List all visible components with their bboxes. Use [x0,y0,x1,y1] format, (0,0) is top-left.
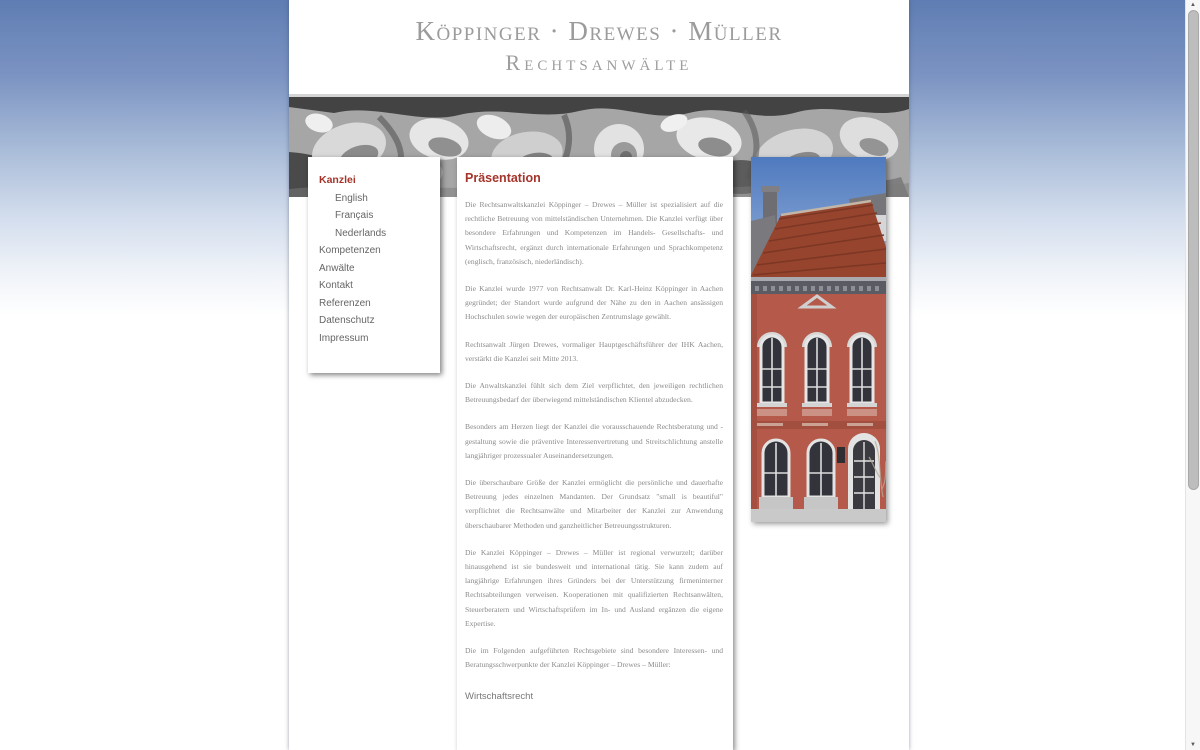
sidebar-item-english[interactable]: English [335,192,368,204]
scrollbar-down-icon[interactable]: ▼ [1190,742,1196,748]
page-title: Präsentation [465,171,541,185]
paragraph-goal: Die Anwaltskanzlei fühlt sich dem Ziel verpflichtet, den jeweiligen rechtlichen Betreuungsbedarf der überwiegend mittelständischen Klientel abzudecken. [465,381,723,405]
sidebar-item-referenzen[interactable]: Referenzen [319,297,371,309]
paragraph-drewes: Rechtsanwalt Jürgen Drewes, vormaliger Hauptgeschäftsführer der IHK Aachen, verstärkt die Kanzlei seit Mitte 2013. [465,339,723,363]
sidebar-nav [308,157,440,373]
paragraph-history: Die Kanzlei wurde 1977 von Rechtsanwalt Dr. Karl-Heinz Köppinger in Aachen gegründet; der Standort wurde aufgrund der Nähe zu den in Aachen ansässigen Hochschulen sowie wegen der europäischen Zentrumslage gewählt. [465,284,723,322]
firm-subtitle: Rechtsanwälte [505,50,693,76]
sidebar-item-anwaelte[interactable]: Anwälte [319,262,355,274]
paragraph-reach: Die Kanzlei Köppinger – Drewes – Müller ist regional verwurzelt; darüber hinausgehend ist sie bundesweit und international tätig. Sie kann zudem auf langjährige Erfahrungen ihres Gründers bei der Unterstützung firmeninterner Rechtsabteilungen verweisen. Kooperationen mit qualifizierten Rechtsanwälten, Steuerberatern und Wirtschaftsprüfern im In- und Ausland ergänzen die eigene Expertise. [465,547,723,628]
paragraph-fields-intro: Die im Folgenden aufgeführten Rechtsgebiete sind besondere Interessen- und Beratungsschwerpunkte der Kanzlei Köppinger – Drewes – Müller: [465,646,723,670]
sidebar-item-impressum[interactable]: Impressum [319,332,369,344]
field-label-wirtschaftsrecht: Wirtschaftsrecht [465,691,534,703]
site-column [289,0,909,750]
sidebar-menu [308,172,440,347]
paragraph-focus: Besonders am Herzen liegt der Kanzlei die vorausschauende Rechtsberatung und -gestaltung sowie die präventive Interessenvertretung und Streitschlichtung anstelle langjähriger prozessualer Auseinandersetzungen. [465,422,723,460]
sidebar-item-kontakt[interactable]: Kontakt [319,280,353,291]
paragraph-size: Die überschaubare Größe der Kanzlei ermöglicht die persönliche und dauerhafte Betreuung jedes einzelnen Mandanten. Der Grundsatz "small is beautiful" verpflichtet die Rechtsanwälte und Mitarbeiter der Kanzlei zur Anwendung überschaubarer Methoden und ganzheitlicher Betreuungsstrukturen. [465,478,723,530]
building-photo [751,157,886,522]
sidebar-item-kanzlei[interactable]: Kanzlei [319,174,356,186]
scrollbar-up-icon[interactable]: ▲ [1190,2,1196,8]
building-facade-icon [751,157,886,522]
sidebar-item-kompetenzen[interactable]: Kompetenzen [319,245,381,256]
masthead [289,0,909,97]
sidebar-item-francais[interactable]: Français [335,210,374,221]
sidebar-item-nederlands[interactable]: Nederlands [335,227,387,239]
firm-name: Köppinger · Drewes · Müller [415,16,783,47]
scrollbar-thumb[interactable] [1188,10,1199,490]
sidebar-item-datenschutz[interactable]: Datenschutz [319,315,375,326]
main-content [457,157,733,750]
scrollbar[interactable] [1185,0,1200,750]
paragraph-intro: Die Rechtsanwaltskanzlei Köppinger – Drewes – Müller ist spezialisiert auf die rechtliche Betreuung von mittelständischen Unternehmen. Die Kanzlei verfügt über besondere Erfahrungen und Kompetenzen im Handels- Gesellschafts- und Wirtschaftsrecht, ergänzt durch internationale Erfahrungen und Sprachkompetenz (englisch, französisch, niederländisch). [465,200,723,266]
